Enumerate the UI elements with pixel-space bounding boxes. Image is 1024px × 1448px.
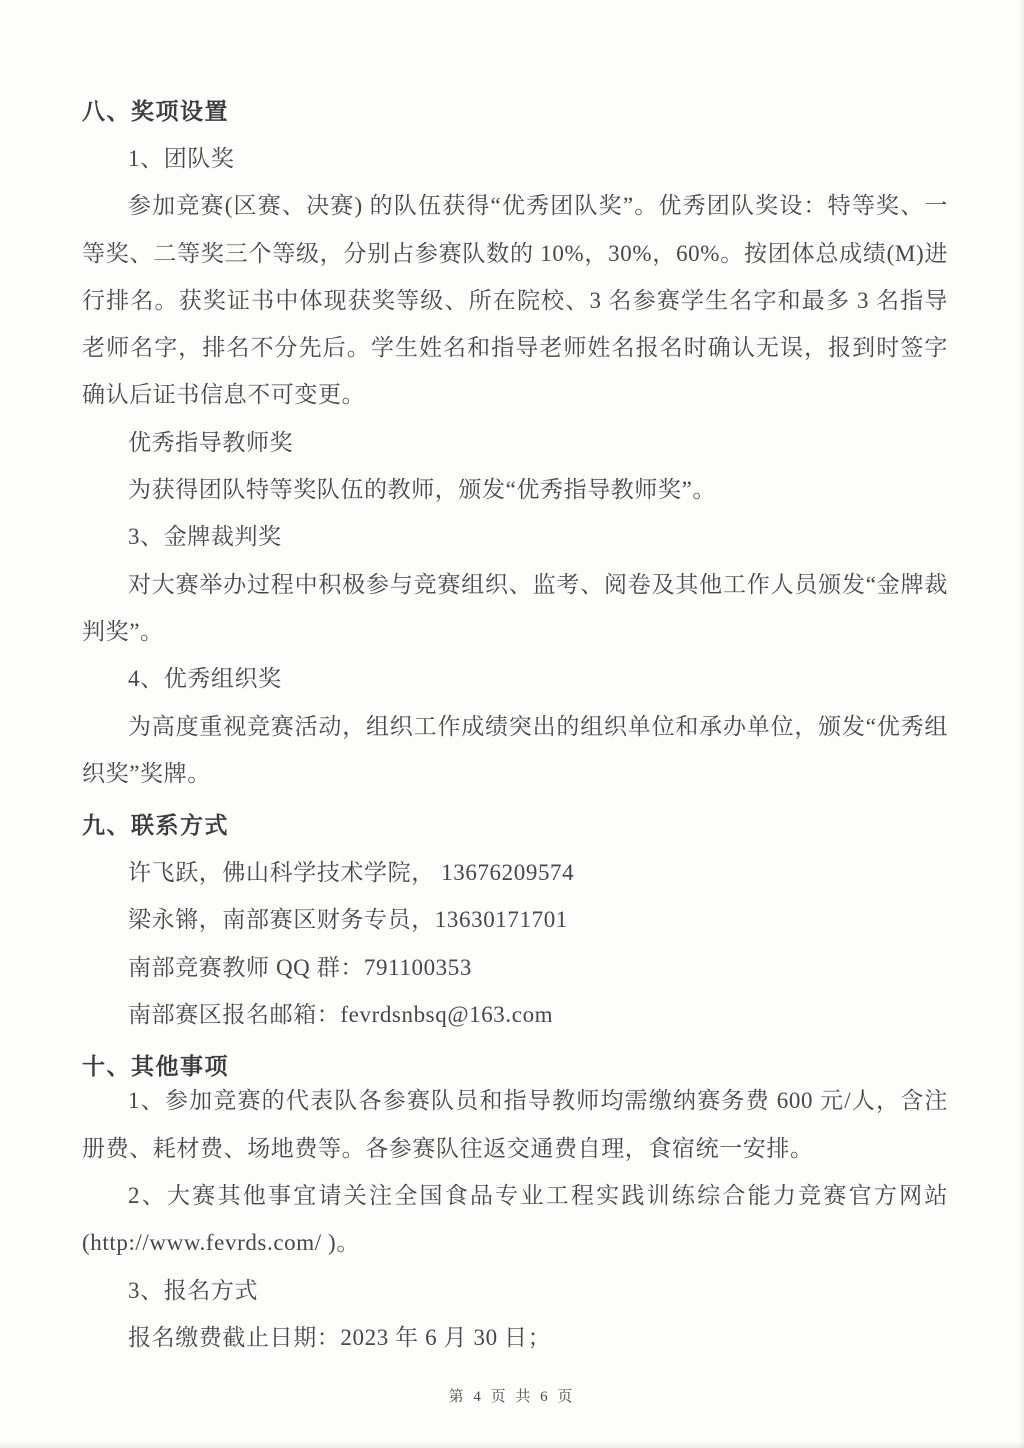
section-heading-other-matters: 十、其他事项 xyxy=(82,1053,229,1080)
paragraph-official-website: 2、大赛其他事宜请关注全国食品专业工程实践训练综合能力竞赛官方网站(http://www.fevrds.com/ )。 xyxy=(82,1182,948,1256)
page-number: 第 4 页 共 6 页 xyxy=(448,1389,576,1405)
contact-line-qq-group: 南部竞赛教师 QQ 群：791100353 xyxy=(128,954,472,980)
paragraph-fees: 1、参加竞赛的代表队各参赛队员和指导教师均需缴纳赛务费 600 元/人，含注册费、耗材费、场地费等。各参赛队往返交通费自理，食宿统一安排。 xyxy=(82,1088,948,1161)
scan-edge-right xyxy=(1018,0,1024,1448)
subhead-excellent-organization-award: 4、优秀组织奖 xyxy=(128,666,282,692)
page-footer xyxy=(0,1385,1024,1406)
subhead-team-award: 1、团队奖 xyxy=(128,146,235,171)
section-awards xyxy=(82,88,948,797)
section-heading-contact: 九、联系方式 xyxy=(82,812,229,839)
contact-line-xu-feiyue: 许飞跃，佛山科学技术学院， 13676209574 xyxy=(128,860,575,886)
paragraph-excellent-teacher-award: 为获得团队特等奖队伍的教师，颁发“优秀指导教师奖”。 xyxy=(128,477,717,503)
document-content xyxy=(82,88,948,1361)
subhead-excellent-teacher-award: 优秀指导教师奖 xyxy=(128,429,294,455)
paragraph-excellent-organization-award: 为高度重视竞赛活动，组织工作成绩突出的组织单位和承办单位，颁发“优秀组织奖”奖牌。 xyxy=(82,713,948,786)
section-contact xyxy=(82,802,948,1038)
subhead-registration-method: 3、报名方式 xyxy=(128,1277,259,1303)
paragraph-team-award: 参加竞赛(区赛、决赛) 的队伍获得“优秀团队奖”。优秀团队奖设：特等奖、一等奖、二等奖三个等级，分别占参赛队数的 10%，30%，60%。按团体总成绩(M)进行排名。获奖证书中体现获奖等级、所在院校、3 名参赛学生名字和最多 3 名指导老师名字，排名不分先后。学生姓名和指导老师姓名报名时确认无误，报到时签字确认后证书信息不可变更。 xyxy=(82,193,948,408)
section-other-matters xyxy=(82,1043,948,1361)
subhead-gold-referee-award: 3、金牌裁判奖 xyxy=(128,524,282,550)
paragraph-gold-referee-award: 对大赛举办过程中积极参与竞赛组织、监考、阅卷及其他工作人员颁发“金牌裁判奖”。 xyxy=(82,571,948,644)
scan-edge-bottom xyxy=(0,1442,1024,1448)
line-registration-deadline: 报名缴费截止日期：2023 年 6 月 30 日； xyxy=(128,1324,552,1350)
contact-line-email: 南部赛区报名邮箱：fevrdsnbsq@163.com xyxy=(128,1002,554,1028)
contact-line-liang-yongqiang: 梁永锵，南部赛区财务专员，13630171701 xyxy=(128,907,568,933)
section-heading-awards: 八、奖项设置 xyxy=(82,98,229,124)
